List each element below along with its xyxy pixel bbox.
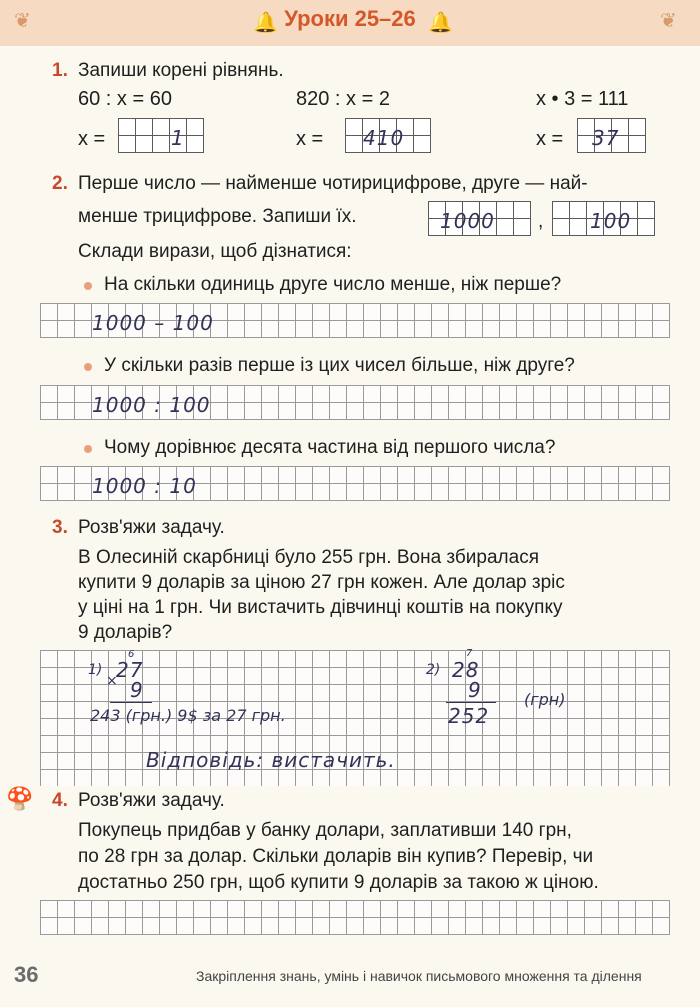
answer-label-3: x = [536,128,564,150]
footer-text: Закріплення знань, умінь і навичок письмового множення та ділення [196,968,642,984]
work-1-label: 1) [88,662,103,678]
mushroom-icon: 🍄 [6,786,34,811]
answer-grid-1[interactable] [118,118,204,153]
question-3-answer: 1000 : 10 [92,474,197,498]
task-4-line-1: Покупець придбав у банку долари, заплативши 140 грн, [78,820,572,841]
task-3-number: 3. [52,517,68,538]
question-3-text: Чому дорівнює десята частина від першого числа? [104,437,556,458]
answer-3-handwritten: 37 [592,126,620,150]
task-2-line-3: Склади вирази, щоб дізнатися: [78,241,352,262]
work-1-bottom: 9 [130,678,144,702]
question-1-answer: 1000 – 100 [92,311,214,335]
task-3-line-3: у ціні на 1 грн. Чи вистачить дівчинці коштів на покупку [78,597,563,618]
task-1-text: Запиши корені рівнянь. [78,60,284,81]
corner-ornament-icon: ❦ [14,10,31,32]
task-2-number: 2. [52,173,68,194]
work-1-top: 27 [116,658,144,682]
work-2-bottom: 9 [468,678,482,702]
comma: , [538,211,544,232]
lesson-title: Уроки 25–26 [284,6,416,31]
work-2-unit: (грн) [524,690,566,709]
work-1-carry: 6 [128,649,135,660]
task-2-line-1: Перше число — найменше чотирицифрове, друге — най- [78,173,588,194]
task-3-line-1: В Олесиній скарбниці було 255 грн. Вона збиралася [78,547,539,568]
task-1-number: 1. [52,60,68,81]
task-3-answer: Відповідь: вистачить. [146,748,396,772]
bullet-point [84,363,92,371]
bell-icon: 🔔 [428,12,453,34]
task-4-line-2: по 28 грн за долар. Скільки доларів він купив? Перевір, чи [78,846,594,867]
task-4-line-3: достатньо 250 грн, щоб купити 9 доларів за такою ж ціною. [78,872,599,893]
equation-2: 820 : x = 2 [296,88,390,110]
first-number-handwritten: 1000 [440,209,495,233]
question-2-answer: 1000 : 100 [92,393,211,417]
work-1-result: 243 (грн.) 9$ за 27 грн. [90,706,286,725]
work-2-line [446,702,496,703]
task-4-title: Розв'яжи задачу. [78,790,225,811]
second-number-handwritten: 100 [590,209,632,233]
answer-label-2: x = [296,128,324,150]
corner-ornament-icon: ❦ [660,10,677,32]
bell-icon: 🔔 [253,12,278,34]
question-2-text: У скільки разів перше із цих чисел більше, ніж друге? [104,355,575,376]
work-1-line [110,702,152,703]
answer-2-handwritten: 410 [363,126,405,150]
task-3-line-4: 9 доларів? [78,622,173,643]
answer-1-handwritten: 1 [171,126,185,150]
equation-3: x • 3 = 111 [536,88,629,110]
equation-1: 60 : x = 60 [78,88,172,110]
work-2-label: 2) [426,662,441,678]
task-3-title: Розв'яжи задачу. [78,517,225,538]
bullet-point [84,445,92,453]
task-2-line-2: менше трицифрове. Запиши їх. [78,206,357,227]
work-1-sign: × [106,673,118,689]
work-2-carry: 7 [466,648,473,659]
task-3-line-2: купити 9 доларів за ціною 27 грн кожен. Але долар зріс [78,572,565,593]
task-4-number: 4. [52,790,68,811]
work-2-result: 252 [448,704,490,728]
work-2-top: 28 [452,658,480,682]
task-4-work-grid[interactable] [40,900,670,935]
page-number: 36 [14,962,39,987]
bullet-point [84,282,92,290]
question-1-text: На скільки одиниць друге число менше, ніж перше? [104,274,562,295]
answer-label-1: x = [78,128,106,150]
